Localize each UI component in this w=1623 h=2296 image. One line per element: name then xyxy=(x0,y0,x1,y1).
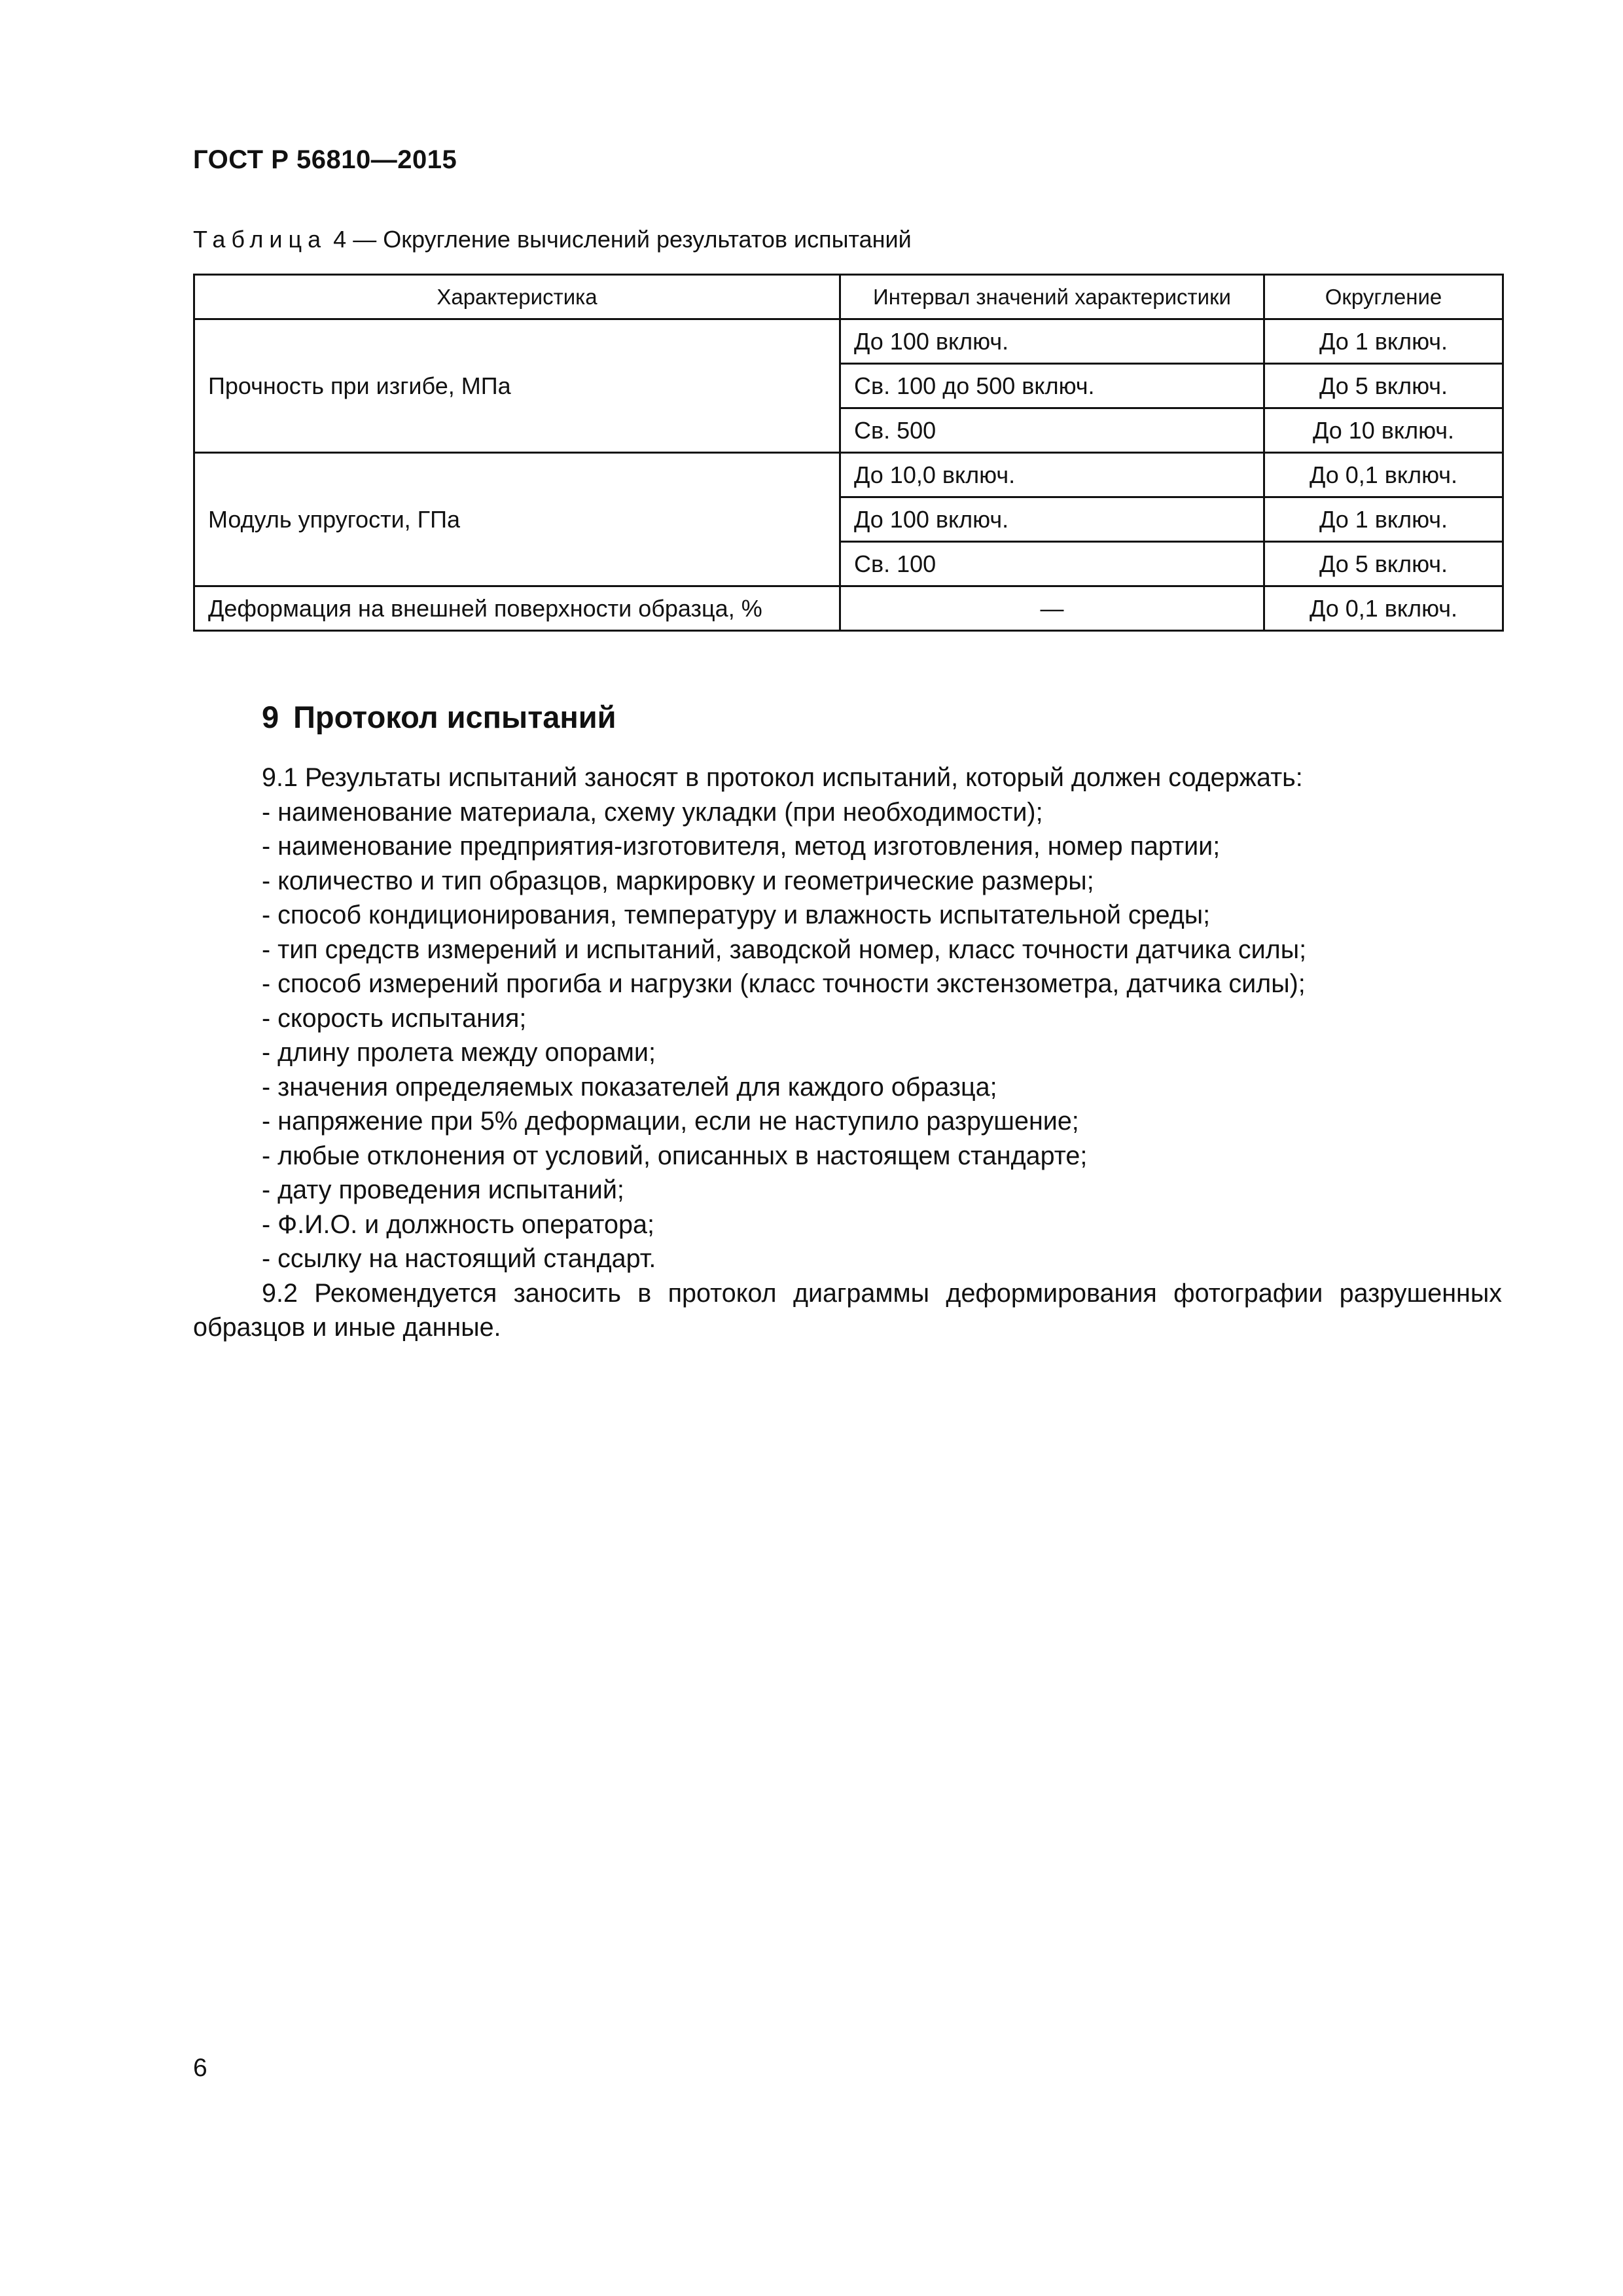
interval-cell: До 10,0 включ. xyxy=(840,453,1264,497)
list-item: - ссылку на настоящий стандарт. xyxy=(262,1244,656,1273)
column-header-interval: Интервал значений характеристики xyxy=(840,275,1264,319)
interval-cell: До 100 включ. xyxy=(840,497,1264,542)
characteristic-cell: Модуль упругости, ГПа xyxy=(194,453,840,586)
list-item: - наименование материала, схему укладки (при необходимости); xyxy=(262,797,1043,827)
column-header-rounding: Округление xyxy=(1264,275,1503,319)
table-caption xyxy=(193,226,912,253)
list-item: - способ кондиционирования, температуру и влажность испытательной среды; xyxy=(262,901,1211,929)
rounding-cell: До 0,1 включ. xyxy=(1264,586,1503,631)
section-number: 9 xyxy=(262,700,279,734)
list-item: - наименование предприятия-изготовителя, метод изготовления, номер партии; xyxy=(262,832,1221,861)
paragraph-9-1: 9.1 Результаты испытаний заносят в протокол испытаний, который должен содержать: xyxy=(262,763,1303,792)
interval-cell: — xyxy=(840,586,1264,631)
interval-cell: Св. 100 xyxy=(840,542,1264,586)
rounding-cell: До 5 включ. xyxy=(1264,364,1503,408)
paragraph-9-2: 9.2 Рекомендуется заносить в протокол диаграммы деформирования фотографии разрушенных образцов и иные данные. xyxy=(193,1278,1502,1342)
rounding-cell: До 1 включ. xyxy=(1264,497,1503,542)
rounding-cell: До 1 включ. xyxy=(1264,319,1503,364)
characteristic-cell: Деформация на внешней поверхности образца, % xyxy=(194,586,840,631)
rounding-table xyxy=(193,274,1504,632)
section-heading xyxy=(262,699,616,735)
table-caption-text: 4 — Округление вычислений результатов испытаний xyxy=(333,226,912,253)
interval-cell: До 100 включ. xyxy=(840,319,1264,364)
list-item: - любые отклонения от условий, описанных в настоящем стандарте; xyxy=(262,1141,1088,1170)
document-header: ГОСТ Р 56810—2015 xyxy=(193,145,457,174)
list-item: - тип средств измерений и испытаний, заводской номер, класс точности датчика силы; xyxy=(262,935,1307,964)
interval-cell: Св. 100 до 500 включ. xyxy=(840,364,1264,408)
section-title-text: Протокол испытаний xyxy=(293,700,616,734)
list-item: - способ измерений прогиба и нагрузки (класс точности экстензометра, датчика силы); xyxy=(262,969,1306,998)
rounding-cell: До 0,1 включ. xyxy=(1264,453,1503,497)
rounding-cell: До 5 включ. xyxy=(1264,542,1503,586)
table-row xyxy=(194,319,1503,364)
characteristic-cell: Прочность при изгибе, МПа xyxy=(194,319,840,453)
list-item: - количество и тип образцов, маркировку и геометрические размеры; xyxy=(262,866,1094,895)
list-item: - скорость испытания; xyxy=(262,1003,527,1033)
section-body xyxy=(193,761,1502,1345)
list-item: - значения определяемых показателей для каждого образца; xyxy=(262,1072,997,1102)
table-row xyxy=(194,586,1503,631)
table-header-row xyxy=(194,275,1503,319)
page-number: 6 xyxy=(193,2054,207,2082)
list-item: - Ф.И.О. и должность оператора; xyxy=(262,1210,654,1239)
rounding-cell: До 10 включ. xyxy=(1264,408,1503,453)
interval-cell: Св. 500 xyxy=(840,408,1264,453)
table-row xyxy=(194,453,1503,497)
list-item: - длину пролета между опорами; xyxy=(262,1038,656,1067)
list-item: - дату проведения испытаний; xyxy=(262,1175,624,1204)
column-header-characteristic: Характеристика xyxy=(194,275,840,319)
list-item: - напряжение при 5% деформации, если не наступило разрушение; xyxy=(262,1107,1079,1136)
table-caption-label: Таблица xyxy=(193,226,327,253)
